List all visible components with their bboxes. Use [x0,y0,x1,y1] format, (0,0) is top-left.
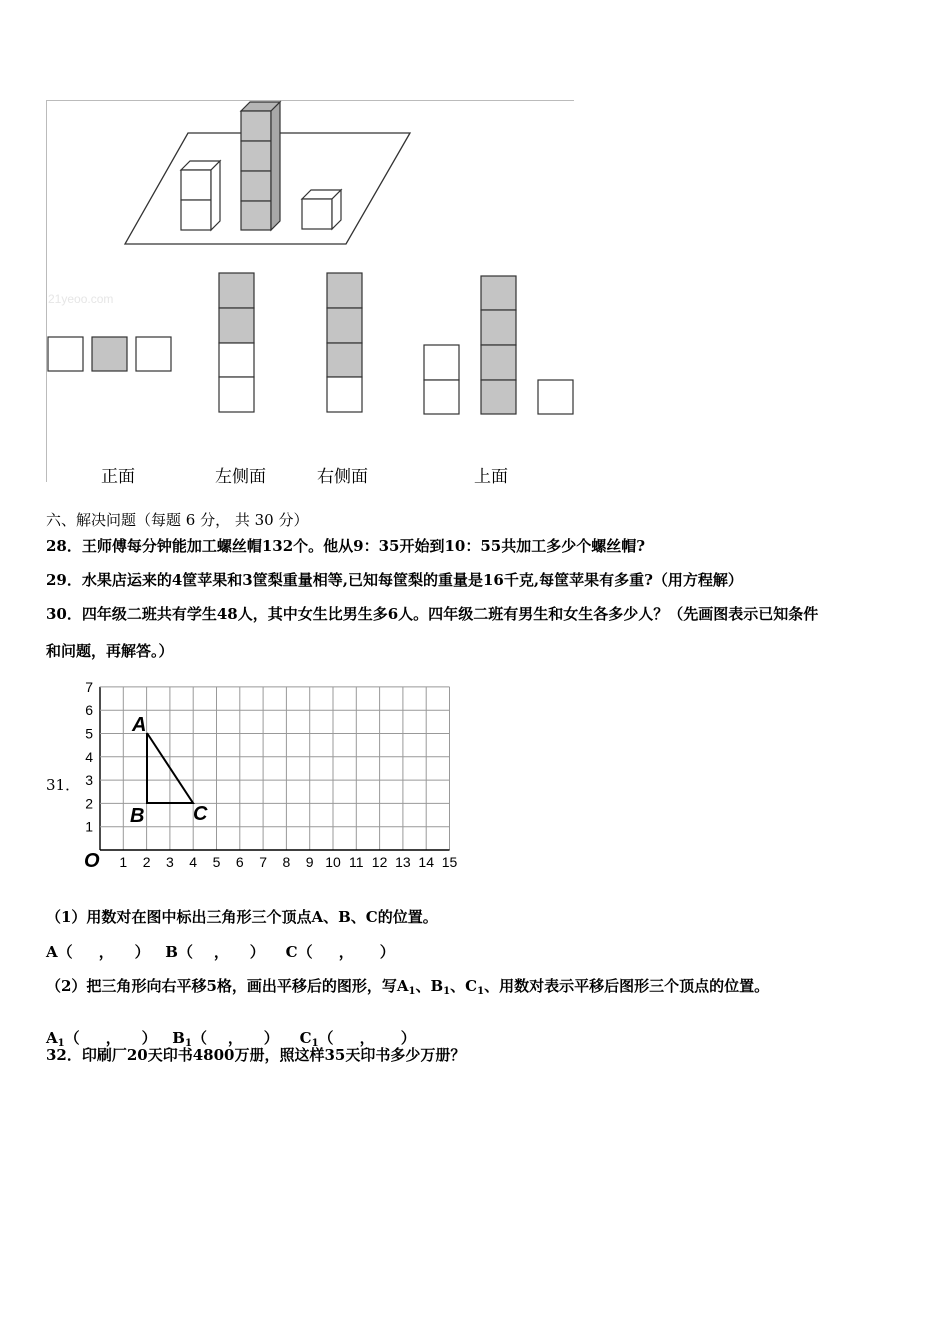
left-side-view [219,273,254,412]
part2-mid2: 、C [450,977,478,995]
question-30-line1: 30．四年级二班共有学生48人，其中女生比男生多6人。四年级二班有男生和女生各多少人？（先画图表示已知条件 [46,605,819,623]
label-left-side: 左侧面 [215,467,266,487]
question-31-part1: （1）用数对在图中标出三角形三个顶点A、B、C的位置。 [46,908,438,926]
coordinate-grid [0,670,480,880]
subscript-b1: 1 [443,986,451,997]
x-tick-label: 9 [305,854,314,870]
x-tick-label: 11 [349,854,364,870]
subscript-c1: 1 [477,986,485,997]
y-tick-label: 4 [85,748,93,765]
y-tick-label: 7 [85,678,93,695]
question-31-part2 [46,975,769,997]
part2-prefix: （2）把三角形向右平移5格，画出平移后的图形，写A [46,977,409,995]
cube-single-right [302,190,341,229]
answer-c1-sub: 1 [311,1038,319,1049]
question-32: 32．印刷厂20天印书4800万册，照这样35天印书多少万册？ [46,1046,466,1064]
watermark: 21yeoo.com [48,292,114,306]
answer-a1-blank: （ ， ） [64,1029,157,1047]
answer-c1-label: C [299,1029,312,1047]
question-30-line2: 和问题，再解答。） [46,642,174,660]
x-tick-label: 8 [282,854,291,870]
y-tick-label: 2 [85,795,93,812]
x-tick-label: 2 [142,854,151,870]
label-top: 上面 [474,467,508,487]
x-tick-label: 15 [441,854,458,870]
x-tick-label: 10 [325,854,341,870]
answer-c1-blank: （ ， ） [318,1029,416,1047]
answer-a1-label: A [46,1029,58,1047]
part2-mid1: 、B [415,977,444,995]
front-view [48,337,171,371]
vertex-b-label: B [130,805,145,827]
x-tick-label: 3 [166,854,174,870]
answer-b1-sub: 1 [184,1038,192,1049]
label-right-side: 右侧面 [317,467,368,487]
vertex-a-label: A [132,714,147,736]
y-tick-label: 5 [85,725,93,742]
right-side-view [327,273,362,412]
answer-b1-label: B [172,1029,185,1047]
vertex-c-label: C [193,803,208,825]
question-31-part1-answer: A（ ， ） B（ ， ） C（ ， ） [46,943,395,961]
question-29: 29．水果店运来的4筐苹果和3筐梨重量相等,已知每筐梨的重量是16千克,每筐苹果有多重?（用方程解） [46,571,743,589]
x-tick-label: 4 [189,854,198,870]
y-tick-label: 6 [85,702,93,719]
question-28: 28．王师傅每分钟能加工螺丝帽132个。他从9：35开始到10：55共加工多少个螺丝帽? [46,537,646,555]
label-front: 正面 [101,467,135,487]
x-tick-label: 14 [418,854,434,870]
x-tick-label: 7 [259,854,267,870]
x-tick-label: 5 [212,854,221,870]
origin-label: O [84,850,100,872]
answer-a1-sub: 1 [57,1038,65,1049]
question-31-number: 31． [46,776,81,794]
y-tick-label: 3 [85,772,93,789]
part2-suffix: 、用数对表示平移后图形三个顶点的位置。 [484,977,770,995]
answer-b1-blank: （ ， ） [191,1029,279,1047]
x-tick-label: 6 [235,854,244,870]
cube-views-figure [0,0,600,500]
cube-stack-tall [241,102,280,230]
x-tick-label: 1 [119,854,128,870]
x-tick-label: 12 [371,854,388,870]
section-heading: 六、解决问题（每题 6 分， 共 30 分） [46,511,309,529]
x-tick-label: 13 [395,854,411,870]
y-tick-label: 1 [85,818,93,835]
top-view [424,276,573,414]
question-31-part2-answer [46,1009,416,1049]
subscript-a1: 1 [408,986,416,997]
cube-stack-left [181,161,220,230]
